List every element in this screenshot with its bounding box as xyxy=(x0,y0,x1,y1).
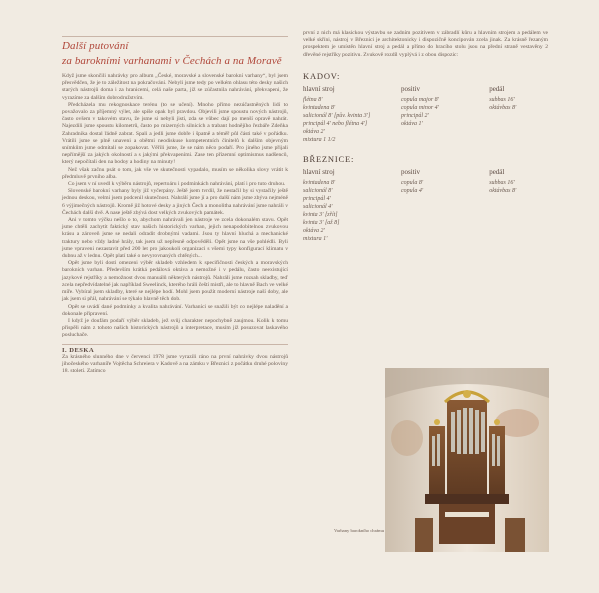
paragraph-6: Ani v tomto výčku nešlo o to, abychom nahrávali jen nástroje ve zcela dokonalém stavu. Opět jsme chtěli zachytit faktický stav našich historických varhan, jejich nenapodobitelnou zvukovou krásu a zároveň jsme se nedali odradit drobnými vadami. Jsou ty hlavní hluchá a mechanické traktury nebo vždy ladné hrály, tak jsem už nepřesně odpověděli. Opět jsme na vše pohlédli. Byli jsme vpraveni nezastavit před 200 let pro jakoukoli organizaci s všemi typy konfigurací klimatu v dubnu až v lednu. Opět platí také o nevyrovnaných chtěných... xyxy=(62,217,288,260)
table-row xyxy=(303,96,548,104)
table-row xyxy=(303,120,548,128)
table-cell xyxy=(401,195,489,203)
table-cell: flétna 8' xyxy=(303,96,323,103)
paragraph-9: I když je doufám podaří výběr skladeb, jež svůj charakter nepochybně zaujmou. Kolik k tomu přispěli nám z tohoto našich historických nástrojů a interpretace, musím již posuzovat laskavého posluchače. xyxy=(62,317,288,339)
table-row xyxy=(303,235,548,243)
table-cell: mixtura 1 1/2 xyxy=(303,136,336,143)
table-cell: copula major 8' xyxy=(401,96,439,103)
right-column xyxy=(303,30,548,243)
table-cell xyxy=(489,112,548,120)
table-row xyxy=(303,203,548,211)
column-header: hlavní stroj xyxy=(303,167,335,176)
photo-caption: Varhany barokního chrámu xyxy=(334,528,385,533)
column-header: pedál xyxy=(489,167,505,176)
column-header: hlavní stroj xyxy=(303,84,335,93)
place-heading-kadov: KADOV: xyxy=(303,70,341,81)
table-cell: kvintadena 8' xyxy=(303,179,336,186)
paragraph-4: Co jsem v ní uvedl k výběru nástrojů, repertoáru i podmínkách nahrávání, platí i pro tuto druhou. xyxy=(68,181,286,188)
kadov-specification-table xyxy=(303,85,548,144)
table-cell: principál 4' xyxy=(303,195,331,202)
table-cell xyxy=(489,203,548,211)
table-cell: copula 4' xyxy=(401,187,424,194)
organ-photo xyxy=(385,368,549,552)
breznice-specification-table xyxy=(303,168,548,243)
table-cell xyxy=(489,195,548,203)
paragraph-7: Opět jsme byli dosti omezeni výběr skladeb vzhledem k specifičnosti českých a moravských barokních varhan. Především krátká pedálová oktáva a nemožné i v pedálu, často neexistující jazykové rejstříky a nemožnost dvou manuálů některých nástrojů. Nahráli jsme rozsah skladby, teď zcela nepředvídatelné jak například Sweelinck, kterého hráli čeští mistři, ale to hlavně Bach ve velké míře. Vybíral jsem skladby, které se nejlépe hodí. Mohl jsem použít moderní nástroje naší doby, ale jak jsem si přál, nahrávání se týkalo hlavně těch dob. xyxy=(62,260,288,303)
table-cell xyxy=(401,203,489,211)
table-row xyxy=(303,187,548,195)
left-column xyxy=(62,30,288,375)
paragraph-8: Opět se uvádí dané podmínky a kvalita nahrávání. Varhaníci se snažili být co nejlépe naladění a dokonale připravení. xyxy=(62,303,288,317)
table-cell: principál 4' nebo flétna 4'] xyxy=(303,120,368,127)
section-label: I. DESKA xyxy=(62,344,288,354)
table-row xyxy=(303,112,548,120)
place-heading-breznice: BŘEZNICE: xyxy=(303,153,355,164)
table-cell xyxy=(401,235,489,243)
table-cell: salicionál 4' xyxy=(303,203,333,210)
column-header: positiv xyxy=(401,84,421,93)
table-row xyxy=(303,128,548,136)
table-cell xyxy=(401,219,489,227)
table-row xyxy=(303,195,548,203)
table-cell: subbas 16' xyxy=(489,96,515,103)
section-text: Za krásného slunného dne v červenci 1978 jsme vyrazili ráno na první nahrávky dvou nástrojů jihočeského varhaníře Vojtěcha Schreiera v Kadově a na zámku v Březnici z počátku druhé poloviny 18. století. Zatímco xyxy=(62,353,288,374)
table-cell xyxy=(401,211,489,219)
table-row xyxy=(303,179,548,187)
table-cell xyxy=(489,136,548,144)
table-cell: subbas 16' xyxy=(489,179,515,186)
table-cell: oktáva 2' xyxy=(303,128,325,135)
article-title xyxy=(62,36,288,69)
table-cell xyxy=(401,136,489,144)
intro-paragraph: první z nich má klasickou výstavbu se zadním pozitivem v zábradlí kůru a hlavním strojem a pedálem ve velké skříni, nástroj v Březnici je architektonicky i dispozičně koncipován zcela jinak. Za krásně řezaným prospektem je umístěn hlavní stroj a pedál a přímo do hracího stolu jsou na přední straně vestavěny 2 dřevěné rejstříky pozitivu. Zvukově rozdíl vyplývá i z obou dispozic: xyxy=(303,30,548,58)
paragraph-5: Slovenské barokní varhany byly již vyčerpány. Ještě jsem tvrdil, že nestačil by si vystačily ještě jednou deskou, velmi jsem podcenil skutečnost. Nahrálí jsme jí a pro další nám jsme zbýva nejméně 6 výjimečných nástrojů. Kromě již hotové desky a jiných Čech a monolitha nahrávání jsme nahráli v Čechách další dvě. A nase ještě zbývá dost velkých zvukových památek. xyxy=(62,188,288,216)
table-cell xyxy=(489,120,548,128)
table-row xyxy=(303,219,548,227)
table-cell: mixtura 1' xyxy=(303,235,328,242)
table-row xyxy=(303,227,548,235)
table-cell: oktávbas 8' xyxy=(489,104,517,111)
table-cell xyxy=(489,219,548,227)
table-cell xyxy=(401,227,489,235)
title-line-2: za barokními varhanami v Čechách a na Moravě xyxy=(62,55,282,67)
table-cell: oktávbas 8' xyxy=(489,187,517,194)
table-row xyxy=(303,136,548,144)
table-cell: kvinta 3' [zřít] xyxy=(303,211,338,218)
table-cell: principál 2' xyxy=(401,112,429,119)
table-cell: oktáva 2' xyxy=(303,227,325,234)
column-header: positiv xyxy=(401,167,421,176)
table-cell xyxy=(401,128,489,136)
paragraph-2: Předcházela mu rekognoskace terénu (to se učení). Mnoho přímo nezúčastněných lidí to považovalo za příjemný výlet, ale spíše opak byl pravdou. Objevili jsme spoustu nových nástrojů, často ovšem v takovém stavu, že jsme si nebyli jisti, zda se vůbec dají po menší opravě nahrát. Najezdili jsme spoustu kilometrů, často po mizerných silnicích a trabant hodnějího řezbáře Zdeňka Zahradníka dostal řádně zabrat. Spali a jedli jsme dobře i špatně a téměř půl části také v pořádku. Vrátili jsme se plně unaveni a obětmi neodiskuse kompetentních činitelů k dalším objevným snímkům jsme odmítali se zopakovat. Věřili jsme, že se nám něco podaří. Pro jiného jsme přijali nepřímější za jakých okolností a s jakými překvapeními. Zase ten přízemní optimismus nadšenců, který nepočítali den na bodoy a hodiny na minuty! xyxy=(62,101,288,166)
table-row xyxy=(303,211,548,219)
paragraph-3: Než však začnu psát o tom, jak vše ve skutečnosti vypadalo, musím se několika slovy vrátit k předmluvě prvního alba. xyxy=(62,166,288,180)
table-cell: oktáva 1' xyxy=(401,120,423,127)
table-cell: salicionál 8' xyxy=(303,187,333,194)
organ-illustration xyxy=(385,368,549,552)
table-cell: copula 8' xyxy=(401,179,424,186)
table-cell: kvinta 3' [až 8] xyxy=(303,219,340,226)
paragraph-1: Když jsme skončili nahrávky pro album „České, moravské a slovenské barokní varhany“, byl jsem přesvědčen, že je to záležitost na pokračování. Nebyli jsme tedy po velkém ohlasu této desky našich starých nástrojů doma i za hranicemi, celá naše parta, již se zúčastnila nahrávání, překvapeni, že vyrazíme za dalším dobrodružstvím. xyxy=(62,73,288,101)
table-cell: salicionál 8' [pův. kvinta 3'] xyxy=(303,112,371,119)
table-cell: kvintadena 8' xyxy=(303,104,336,111)
column-header: pedál xyxy=(489,84,505,93)
table-cell xyxy=(489,227,548,235)
table-cell xyxy=(489,128,548,136)
table-cell: copula minor 4' xyxy=(401,104,439,111)
table-cell xyxy=(489,211,548,219)
table-cell xyxy=(489,235,548,243)
title-line-1: Další putování xyxy=(62,36,288,54)
table-row xyxy=(303,104,548,112)
